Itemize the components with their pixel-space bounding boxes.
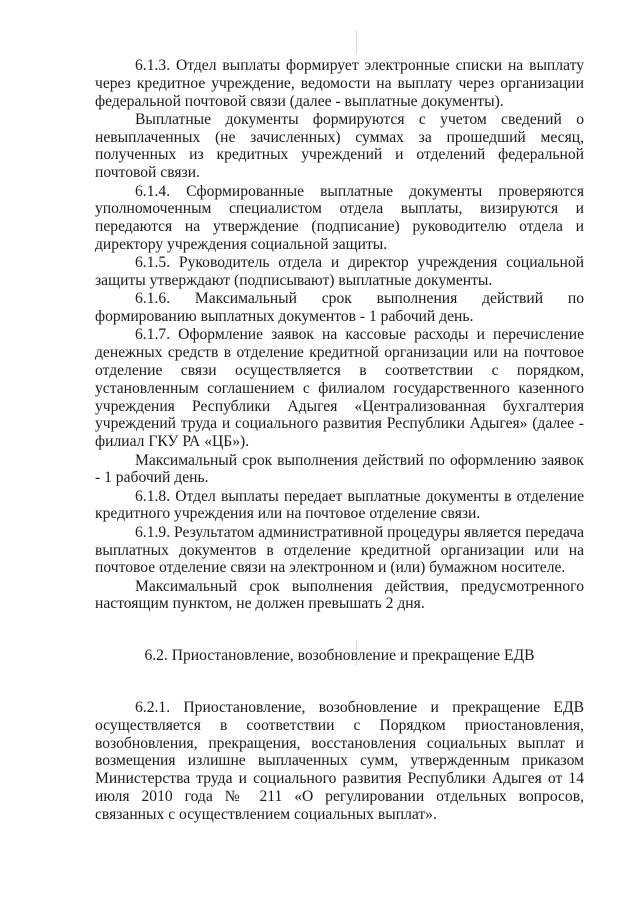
paragraph-6-1-6: 6.1.6. Максимальный срок выполнения действий по формированию выплатных документов - 1 рабочий день. xyxy=(95,290,584,326)
section-heading: 6.2. Приостановление, возобновление и прекращение ЕДВ xyxy=(144,647,535,665)
paragraph-6-1-5: 6.1.5. Руководитель отдела и директор учреждения социальной защиты утверждают (подписывают) выплатные документы. xyxy=(95,254,584,290)
paragraph-max-term-action: Максимальный срок выполнения действия, предусмотренного настоящим пунктом, не должен превышать 2 дня. xyxy=(95,577,584,613)
paragraph-unpaid-sums: Выплатные документы формируются с учетом сведений о невыплаченных (не зачисленных) суммах за прошедший месяц, полученных из кредитных учреждений и отделений федеральной почтовой связи. xyxy=(95,110,584,182)
paragraph-max-term-applications: Максимальный срок выполнения действий по оформлению заявок - 1 рабочий день. xyxy=(95,451,584,487)
paragraph-6-1-8: 6.1.8. Отдел выплаты передает выплатные документы в отделение кредитного учреждения или на почтовое отделение связи. xyxy=(95,487,584,523)
page-fold-mark xyxy=(356,30,357,54)
paragraph-6-1-9: 6.1.9. Результатом административной процедуры является передача выплатных документов в отделение кредитной организации или на почтовое отделение связи на электронном и (или) бумажном носителе. xyxy=(95,523,584,577)
paragraph-6-1-3: 6.1.3. Отдел выплаты формирует электронные списки на выплату через кредитное учреждение, ведомости на выплату через организации федеральной почтовой связи (далее - выплатные документы). xyxy=(95,57,584,110)
paragraph-6-2-1: 6.2.1. Приостановление, возобновление и прекращение ЕДВ осуществляется в соответствии с Порядком приостановления, возобновления, прекращения, восстановления социальных выплат и возмещения излишне выплаченных сумм, утвержденным приказом Министерства труда и социального развития Республики Адыгея от 14 июля 2010 года № 211 «О регулировании отдельных вопросов, связанных с осуществлением социальных выплат». xyxy=(95,699,584,823)
paragraph-6-1-7: 6.1.7. Оформление заявок на кассовые расходы и перечисление денежных средств в отделение кредитной организации или на почтовое отделение связи осуществляется в соответствии с порядком, установленным соглашением с филиалом государственного казенного учреждения Республики Адыгея «Централизованная бухгалтерия учреждений труда и социального развития Республики Адыгея» (далее - филиал ГКУ РА «ЦБ»). xyxy=(95,326,584,451)
document-body xyxy=(95,57,584,824)
paragraph-6-1-4: 6.1.4. Сформированные выплатные документы проверяются уполномоченным специалистом отдела выплаты, визируются и передаются на утверждение (подписание) руководителю отдела и директору учреждения социальной защиты. xyxy=(95,182,584,253)
